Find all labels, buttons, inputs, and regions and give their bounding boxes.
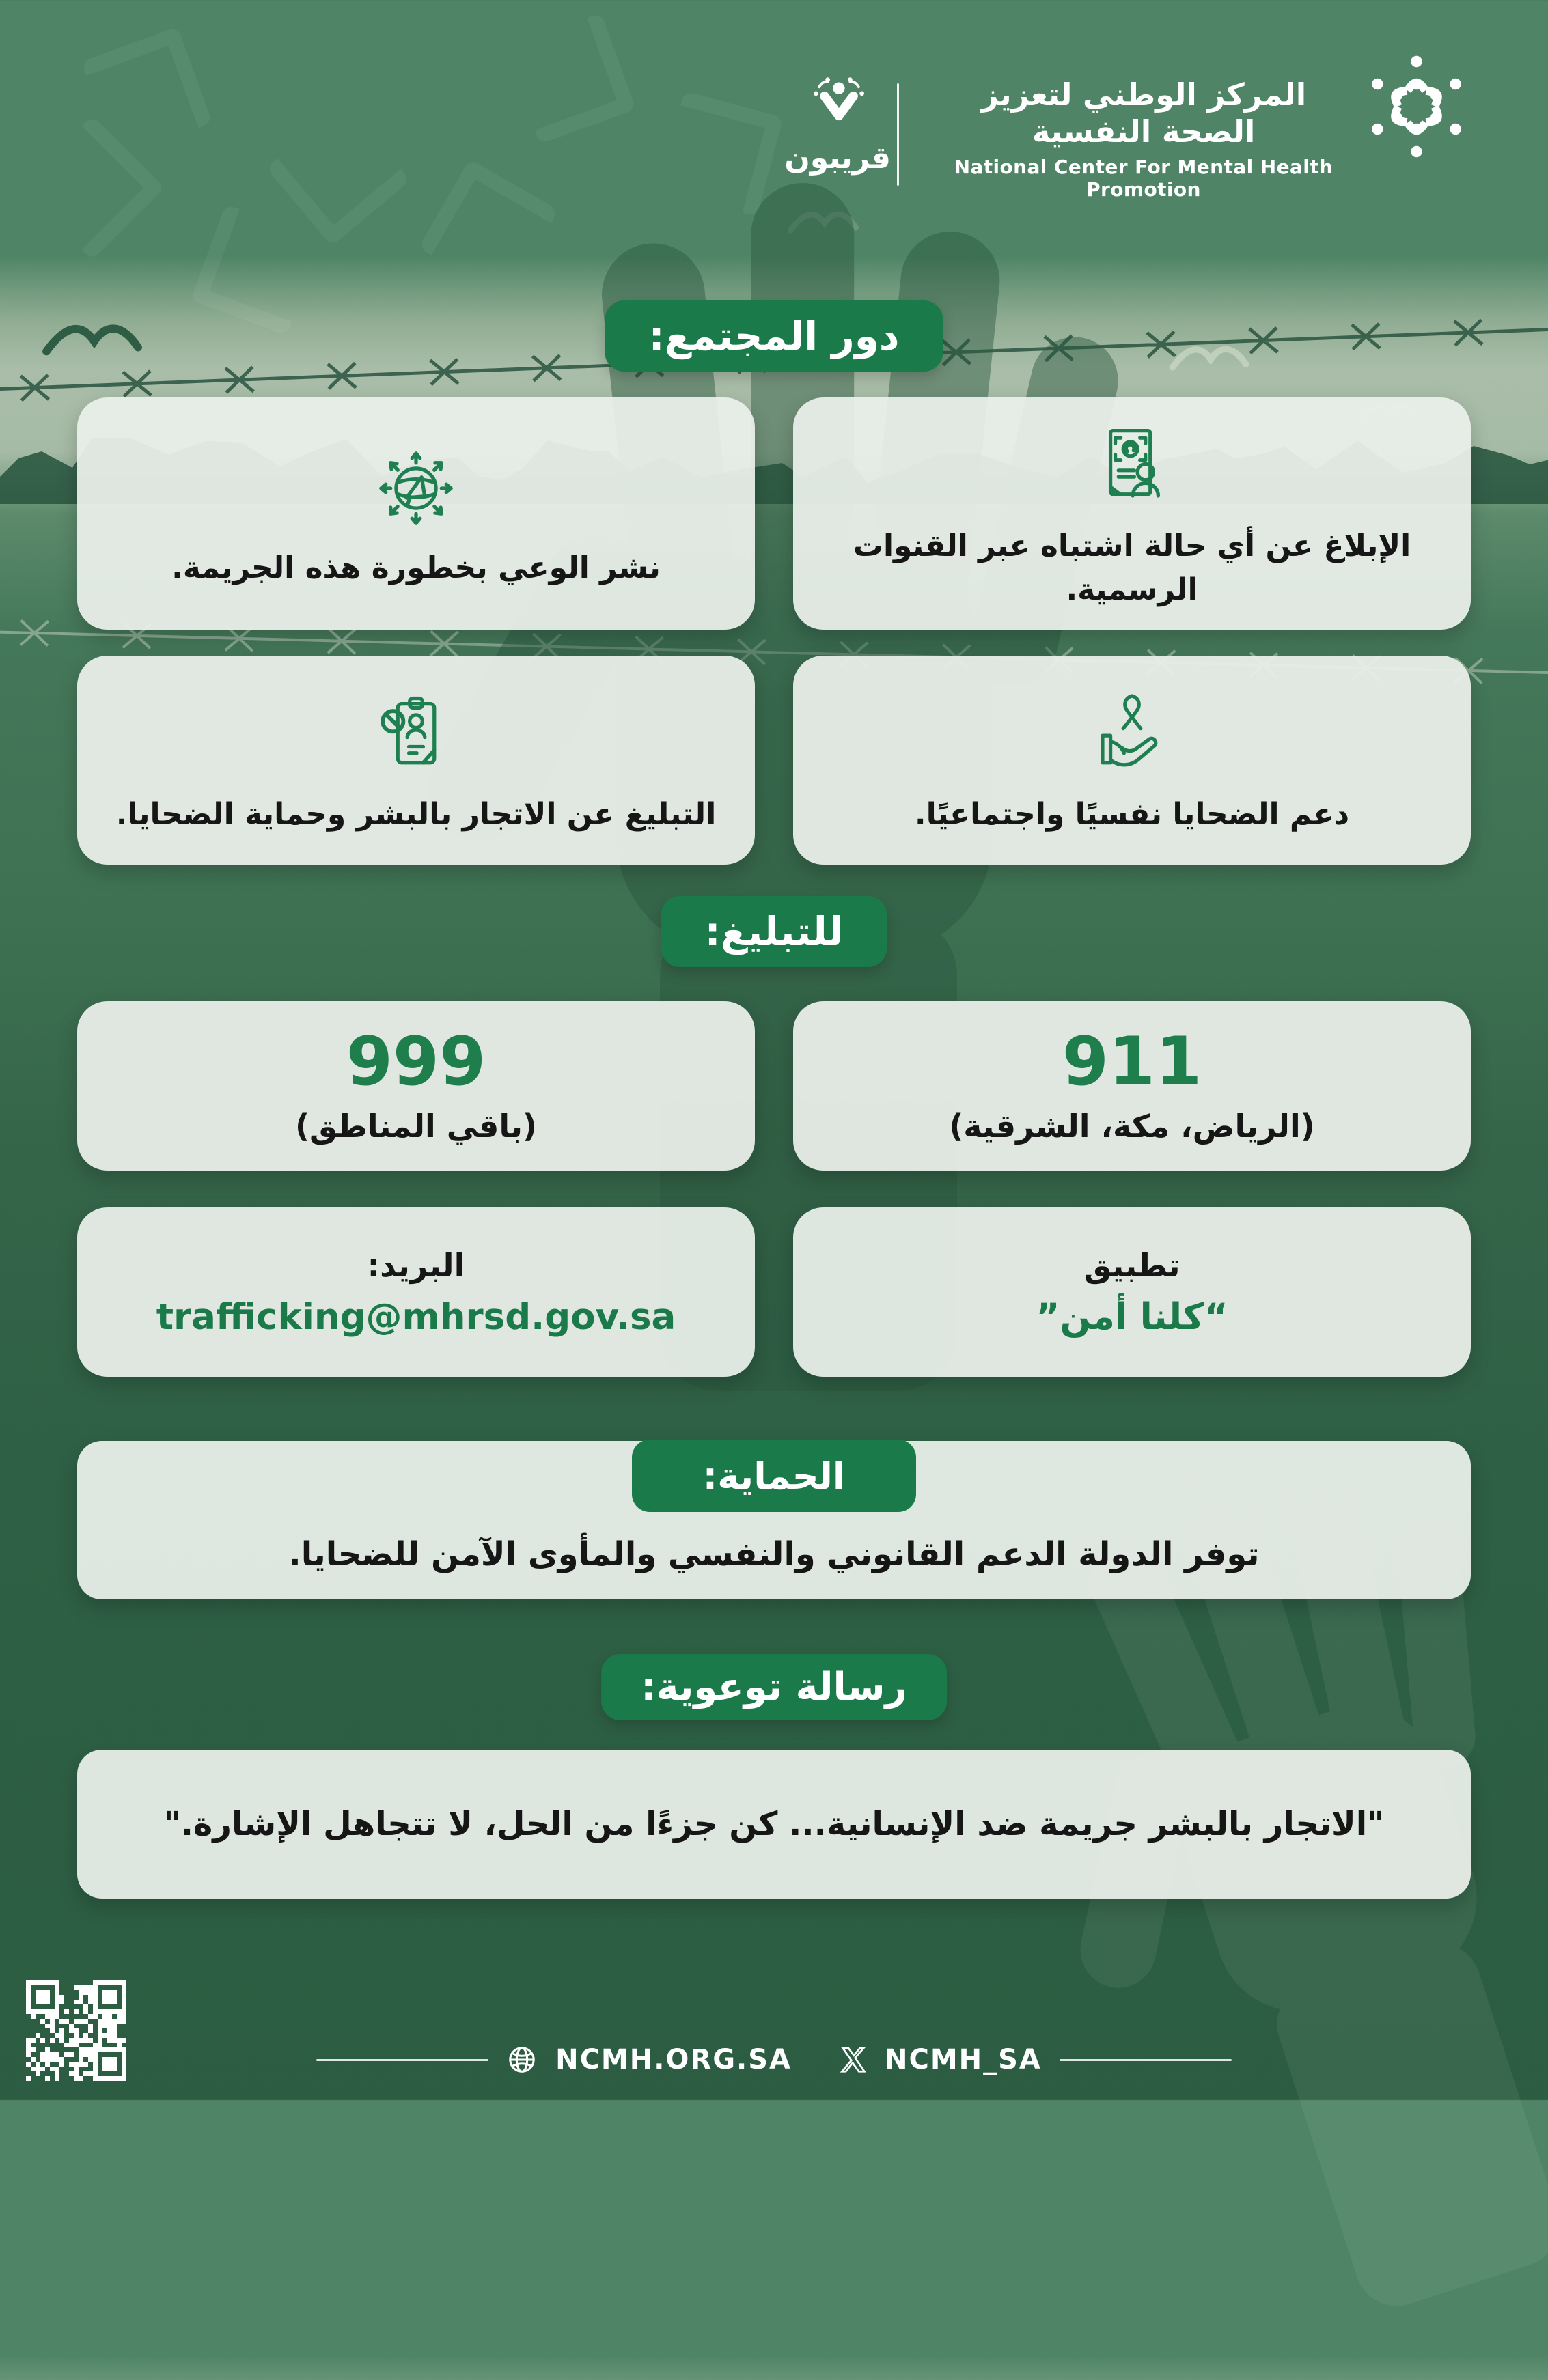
community-card-support-victims xyxy=(793,656,1471,865)
phone-number-999: 999 xyxy=(346,1022,486,1101)
reporting-card-email xyxy=(77,1207,755,1377)
twitter-handle[interactable]: NCMH_SA xyxy=(885,2044,1042,2075)
phone-regions-caption: (الرياض، مكة، الشرقية) xyxy=(949,1108,1315,1145)
bird-silhouette xyxy=(41,316,143,363)
app-label: تطبيق xyxy=(1083,1246,1180,1284)
qareebon-logo-block xyxy=(784,74,891,176)
org-name-arabic: المركز الوطني لتعزيز الصحة النفسية xyxy=(980,76,1307,150)
footer-divider-line xyxy=(316,2059,488,2061)
website-url[interactable]: NCMH.ORG.SA xyxy=(555,2044,792,2075)
reporting-card-911 xyxy=(793,1001,1471,1171)
bird-silhouette xyxy=(786,205,861,239)
community-card-spread-awareness xyxy=(77,397,755,630)
org-title-block xyxy=(941,76,1346,201)
community-card-text: التبليغ عن الاتجار بالبشر وحماية الضحايا. xyxy=(115,796,717,832)
app-name: “كلنا أمن” xyxy=(1036,1296,1228,1338)
community-card-text: نشر الوعي بخطورة هذه الجريمة. xyxy=(171,550,661,585)
community-section-title: دور المجتمع: xyxy=(605,300,943,372)
reporting-section-title: للتبليغ: xyxy=(661,896,887,967)
reporting-card-999 xyxy=(77,1001,755,1171)
bird-silhouette xyxy=(1168,339,1250,377)
protection-text: توفر الدولة الدعم القانوني والنفسي والمأوى الآمن للضحايا. xyxy=(288,1535,1260,1573)
awareness-quote-text: "الاتجار بالبشر جريمة ضد الإنسانية... كن جزءًا من الحل، لا تتجاهل الإشارة." xyxy=(163,1805,1385,1843)
report-suspicion-icon xyxy=(1088,415,1176,518)
community-card-text: الإبلاغ عن أي حالة اشتباه عبر القنوات الرسمية. xyxy=(853,529,1411,607)
report-trafficking-icon xyxy=(372,684,460,786)
background-pattern-shape xyxy=(81,27,212,158)
background-pattern-shape xyxy=(266,102,410,246)
footer-divider-line xyxy=(1060,2059,1232,2061)
ncmh-logo xyxy=(1360,49,1473,164)
spread-awareness-icon xyxy=(372,437,460,540)
community-card-report-suspicion xyxy=(793,397,1471,630)
qareebon-logo-text: قريبون xyxy=(784,141,891,176)
community-card-report-trafficking xyxy=(77,656,755,865)
phone-regions-caption: (باقي المناطق) xyxy=(295,1108,537,1145)
background-pattern-shape xyxy=(505,13,636,144)
protection-card xyxy=(77,1441,1471,1599)
background-pattern-shape xyxy=(20,115,165,260)
phone-number-911: 911 xyxy=(1062,1022,1202,1101)
reporting-cards-grid xyxy=(77,1001,1471,1377)
header-divider xyxy=(897,83,899,186)
email-address[interactable]: trafficking@mhrsd.gov.sa xyxy=(156,1296,676,1338)
community-cards-grid xyxy=(77,397,1471,865)
org-name-english: National Center For Mental Health Promotion xyxy=(954,156,1333,201)
awareness-section-title: رسالة توعوية: xyxy=(601,1654,947,1720)
background-pattern-shape xyxy=(191,204,322,335)
awareness-quote-card xyxy=(77,1750,1471,1899)
background-pattern-shape xyxy=(419,159,559,299)
protection-section-title: الحماية: xyxy=(632,1440,916,1512)
reporting-card-app xyxy=(793,1207,1471,1377)
support-victims-icon xyxy=(1088,684,1176,786)
globe-icon xyxy=(506,2044,538,2075)
background-pattern-shape xyxy=(658,91,784,216)
footer-bar xyxy=(0,2038,1548,2082)
email-label: البريد: xyxy=(367,1246,465,1284)
community-card-text: دعم الضحايا نفسيًا واجتماعيًا. xyxy=(914,796,1350,832)
qareebon-logo-icon xyxy=(806,74,872,139)
x-twitter-icon xyxy=(840,2046,867,2073)
